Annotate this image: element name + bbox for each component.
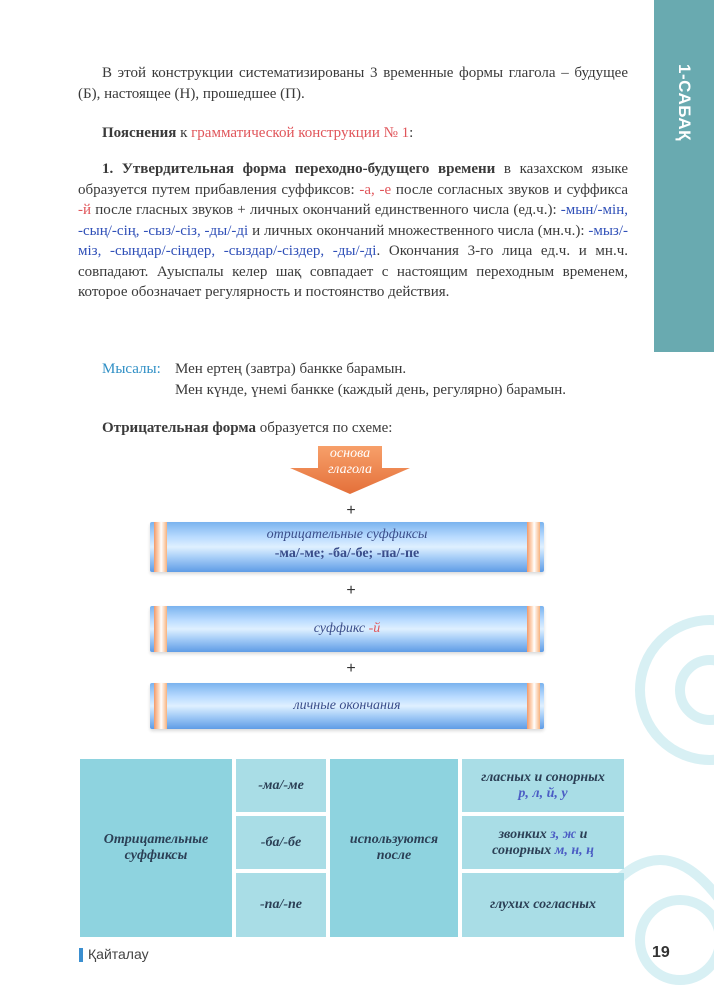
rule-paragraph: 1. Утвердительная форма переходно-будущего времени в казахском языке образуется путем прибавления суффиксов: -а, -е после согласных звуков и суффикса -й после гласных звуков + личных окончаний единственного числа (ед.ч.): -мын/-мін, -сың/-сің, -сыз/-сіз, -ды/-ді и личных окончаний множественного числа (мн.ч.): -мыз/-міз, -сыңдар/-сіңдер, -сыздар/-сіздер, -ды/-ді. Окончания 3-го лица ед.ч. и мн.ч. совпадают. Ауыспалы келер шақ совпадает с настоящим переходным временем, которое обозначает регулярность и постоянство действия. [78,161,628,300]
lesson-tab [654,0,714,352]
example-label: Мысалы: [102,361,161,377]
table-cell-suffix: -па/-пе [236,873,326,937]
suffix-y-bar: суффикс -й [150,606,544,652]
grammar-construction-link[interactable]: грамматической конструкции № 1 [191,125,410,141]
explanation-heading: Пояснения к грамматической конструкции № 1: [102,125,414,141]
example-line: Мен ертең (завтра) банкке барамын. [175,361,407,377]
example-line: Мен күнде, үнемі банкке (каждый день, регулярно) барамын. [175,382,567,398]
table-cell-suffix: -ма/-ме [236,759,326,812]
table-cell-negative-suffixes: Отрицательные суффиксы [80,759,232,937]
plus-sign: + [346,582,356,599]
verb-stem-label: основа глагола [328,446,372,477]
intro-paragraph: В этой конструкции систематизированы 3 временные формы глагола – будущее (Б), настоящее (Н), прошедшее (П). [78,65,628,102]
lesson-tab-label: 1-САБАҚ [675,64,694,141]
plus-sign: + [346,502,356,519]
page-number: 19 [652,944,670,961]
negative-suffixes-bar: отрицательные суффиксы -ма/-ме; -ба/-бе; -па/-пе [150,522,544,572]
negative-form-heading: Отрицательная форма образуется по схеме: [102,420,393,436]
example-block [102,359,642,401]
table-cell-used-after: используются после [330,759,458,937]
table-cell-condition: гласных и сонорных р, л, й, у [462,759,624,812]
table-cell-condition: глухих согласных [462,873,624,937]
table-cell-suffix: -ба/-бе [236,816,326,869]
footer-marker [79,948,83,962]
table-cell-condition: звонких з, ж и сонорных м, н, ң [462,816,624,869]
personal-endings-bar: личные окончания [150,683,544,729]
plus-sign: + [346,660,356,677]
footer-section: Қайталау [88,946,149,962]
